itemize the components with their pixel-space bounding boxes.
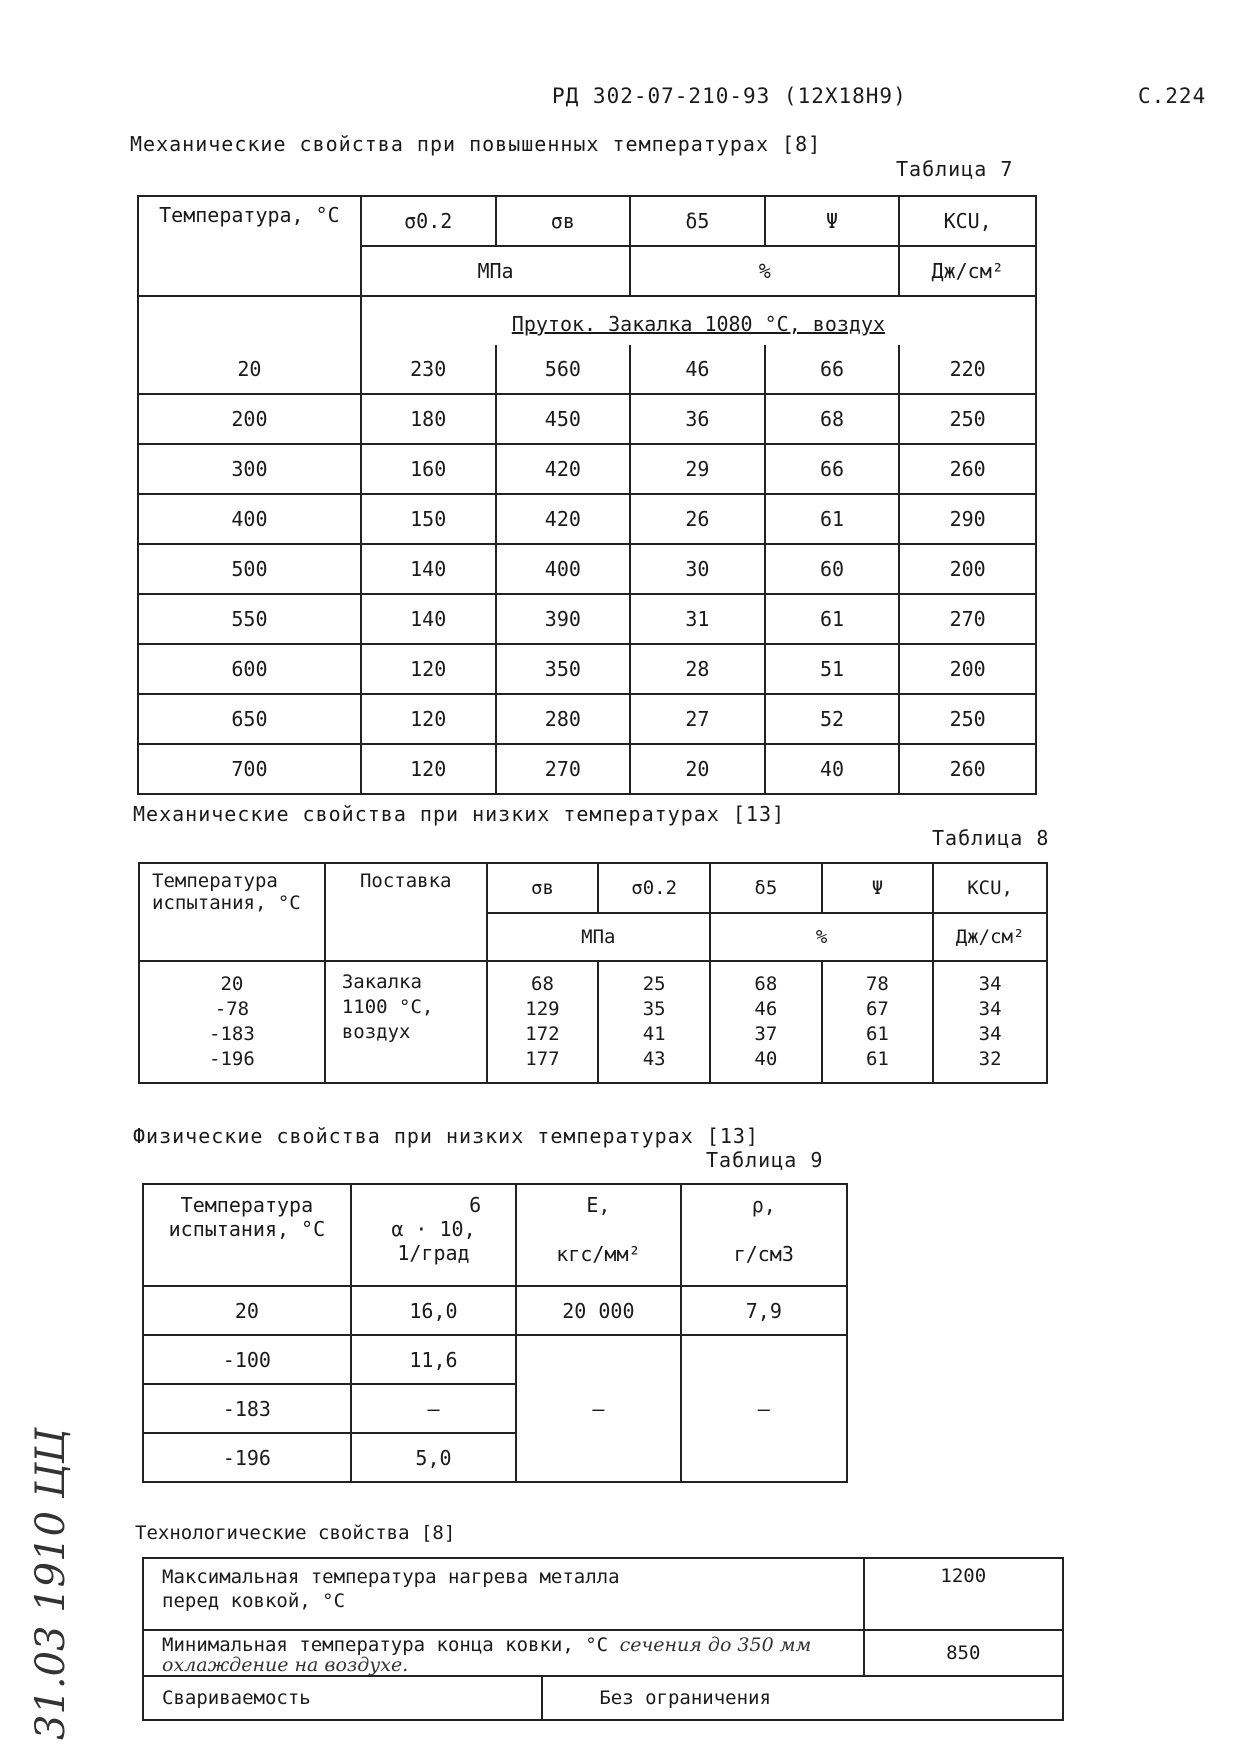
table-cell: 560 (496, 345, 631, 394)
table8-unit-pct: % (710, 913, 933, 961)
table-cell: 350 (496, 644, 631, 694)
table7 (137, 195, 1037, 795)
table-cell: 29 (630, 444, 765, 494)
table-cell: 11,6 (351, 1335, 516, 1384)
table-cell: 270 (899, 594, 1036, 644)
tech-table (142, 1557, 1064, 1721)
table-cell: 200 (899, 644, 1036, 694)
tech-row3-value: Без ограничения (542, 1676, 1063, 1720)
table7-header-temp: Температура, °С (138, 196, 361, 296)
table7-label: Таблица 7 (896, 157, 1014, 181)
tech-row1-value: 1200 (864, 1558, 1063, 1630)
table9-merged-rho: – (681, 1335, 847, 1482)
tech-row2-value: 850 (864, 1630, 1063, 1676)
table-cell: 7,9 (681, 1286, 847, 1335)
table7-unit-kcu: Дж/см² (899, 246, 1036, 296)
table-cell: 20 000 (516, 1286, 680, 1335)
table-cell: 36 (630, 394, 765, 444)
table-cell: 26 (630, 494, 765, 544)
table-cell: – (351, 1384, 516, 1433)
table-cell: 20 (143, 1286, 351, 1335)
tech-row1-label: Максимальная температура нагрева металла перед ковкой, °С (143, 1558, 864, 1630)
table7-subheader: Пруток. Закалка 1080 °С, воздух (361, 296, 1036, 345)
table-cell: 450 (496, 394, 631, 444)
table-row (138, 544, 1036, 594)
table8-sv-values: 68 129 172 177 (487, 961, 599, 1083)
table-row (143, 1286, 847, 1335)
table-cell: 20 (630, 744, 765, 794)
table-cell: 220 (899, 345, 1036, 394)
table-cell: 61 (765, 494, 900, 544)
table9-header-alpha (351, 1184, 516, 1286)
margin-handwritten-note: 31.03 1910 ЦЦ (28, 1428, 74, 1740)
table8-header-supply: Поставка (325, 863, 487, 961)
table-cell: 600 (138, 644, 361, 694)
tech-row2-label-cell (143, 1630, 864, 1676)
table7-header-psi: Ψ (765, 196, 900, 246)
table8-label: Таблица 8 (932, 826, 1050, 850)
table-row (138, 394, 1036, 444)
table-cell: 120 (361, 644, 496, 694)
table-cell: 27 (630, 694, 765, 744)
table8-header-psi: Ψ (822, 863, 934, 913)
table-row (138, 444, 1036, 494)
table-row (143, 1335, 847, 1384)
table-cell: 260 (899, 444, 1036, 494)
table-cell: 31 (630, 594, 765, 644)
table-cell: 200 (899, 544, 1036, 594)
table-cell: -196 (143, 1433, 351, 1482)
table-row (138, 494, 1036, 544)
table-cell: 51 (765, 644, 900, 694)
e-label: Е, (586, 1193, 611, 1217)
table9-header-rho (681, 1184, 847, 1286)
table-cell: 270 (496, 744, 631, 794)
table-cell: 52 (765, 694, 900, 744)
alpha-label: α · 10, (391, 1217, 476, 1241)
table-cell: 300 (138, 444, 361, 494)
table8-unit-mpa: МПа (487, 913, 710, 961)
table8-unit-kcu: Дж/см² (933, 913, 1047, 961)
table8-psi-values: 78 67 61 61 (822, 961, 934, 1083)
table-cell: -100 (143, 1335, 351, 1384)
table7-header-s02: σ0.2 (361, 196, 496, 246)
table-cell: 120 (361, 694, 496, 744)
table-cell: 420 (496, 494, 631, 544)
table-cell: 230 (361, 345, 496, 394)
table-cell: 200 (138, 394, 361, 444)
table-cell: 180 (361, 394, 496, 444)
rho-label: ρ, (751, 1193, 776, 1217)
table9 (142, 1183, 848, 1483)
table8-header-s02: σ0.2 (598, 863, 710, 913)
table9-header-e (516, 1184, 680, 1286)
table8-kcu-values: 34 34 34 32 (933, 961, 1047, 1083)
table-cell: 700 (138, 744, 361, 794)
tech-row2-handwritten: сечения до 350 мм охлаждение на воздухе. (162, 1634, 812, 1676)
alpha-exponent: 6 (469, 1193, 482, 1217)
table8 (138, 862, 1048, 1084)
table-row (138, 744, 1036, 794)
table-cell: 500 (138, 544, 361, 594)
tech-title: Технологические свойства [8] (135, 1522, 456, 1544)
table-cell: 250 (899, 394, 1036, 444)
table-cell: 61 (765, 594, 900, 644)
table-cell: 150 (361, 494, 496, 544)
table7-header-kcu: KCU, (899, 196, 1036, 246)
table7-unit-mpa: МПа (361, 246, 630, 296)
table-cell: -183 (143, 1384, 351, 1433)
table-cell: 250 (899, 694, 1036, 744)
table-row (138, 644, 1036, 694)
table-row (138, 694, 1036, 744)
table-cell: 160 (361, 444, 496, 494)
table9-title: Физические свойства при низких температурах [13] (133, 1124, 759, 1148)
table-row (138, 594, 1036, 644)
table9-label: Таблица 9 (706, 1148, 824, 1172)
table7-header-d5: δ5 (630, 196, 765, 246)
table-cell: 390 (496, 594, 631, 644)
table-cell: 280 (496, 694, 631, 744)
table8-header-d5: δ5 (710, 863, 822, 913)
page-number: С.224 (1138, 84, 1207, 108)
table-cell: 60 (765, 544, 900, 594)
table9-merged-e: – (516, 1335, 680, 1482)
table-cell: 20 (138, 345, 361, 394)
table-cell: 420 (496, 444, 631, 494)
document-code: РД 302-07-210-93 (12Х18Н9) (552, 84, 907, 108)
table-cell: 260 (899, 744, 1036, 794)
table-cell: 120 (361, 744, 496, 794)
table-cell: 550 (138, 594, 361, 644)
table8-temps: 20 -78 -183 -196 (139, 961, 325, 1083)
alpha-unit: 1/град (397, 1241, 470, 1265)
table8-d5-values: 68 46 37 40 (710, 961, 822, 1083)
table-cell: 650 (138, 694, 361, 744)
table-cell: 30 (630, 544, 765, 594)
table-cell: 5,0 (351, 1433, 516, 1482)
table-cell: 16,0 (351, 1286, 516, 1335)
table7-unit-pct: % (630, 246, 899, 296)
table-cell: 140 (361, 594, 496, 644)
table7-title: Механические свойства при повышенных температурах [8] (130, 132, 822, 156)
table9-header-temp: Температура испытания, °С (143, 1184, 351, 1286)
table-cell: 400 (138, 494, 361, 544)
table-cell: 66 (765, 345, 900, 394)
table8-header-temp: Температура испытания, °С (139, 863, 325, 961)
table8-title: Механические свойства при низких температурах [13] (133, 802, 786, 826)
table-cell: 290 (899, 494, 1036, 544)
table-cell: 140 (361, 544, 496, 594)
tech-row3-label: Свариваемость (143, 1676, 542, 1720)
table7-header-sv: σв (496, 196, 631, 246)
table8-header-sv: σв (487, 863, 599, 913)
e-unit: кгс/мм² (556, 1242, 641, 1266)
table-cell: 40 (765, 744, 900, 794)
table8-supply: Закалка 1100 °С, воздух (325, 961, 487, 1083)
table-cell: 68 (765, 394, 900, 444)
rho-unit: г/см3 (733, 1242, 794, 1266)
table8-s02-values: 25 35 41 43 (598, 961, 710, 1083)
table8-header-kcu: KCU, (933, 863, 1047, 913)
tech-row2-label: Минимальная температура конца ковки, °С (162, 1634, 609, 1656)
table-cell: 28 (630, 644, 765, 694)
table-cell: 46 (630, 345, 765, 394)
table-cell: 400 (496, 544, 631, 594)
table-cell: 66 (765, 444, 900, 494)
